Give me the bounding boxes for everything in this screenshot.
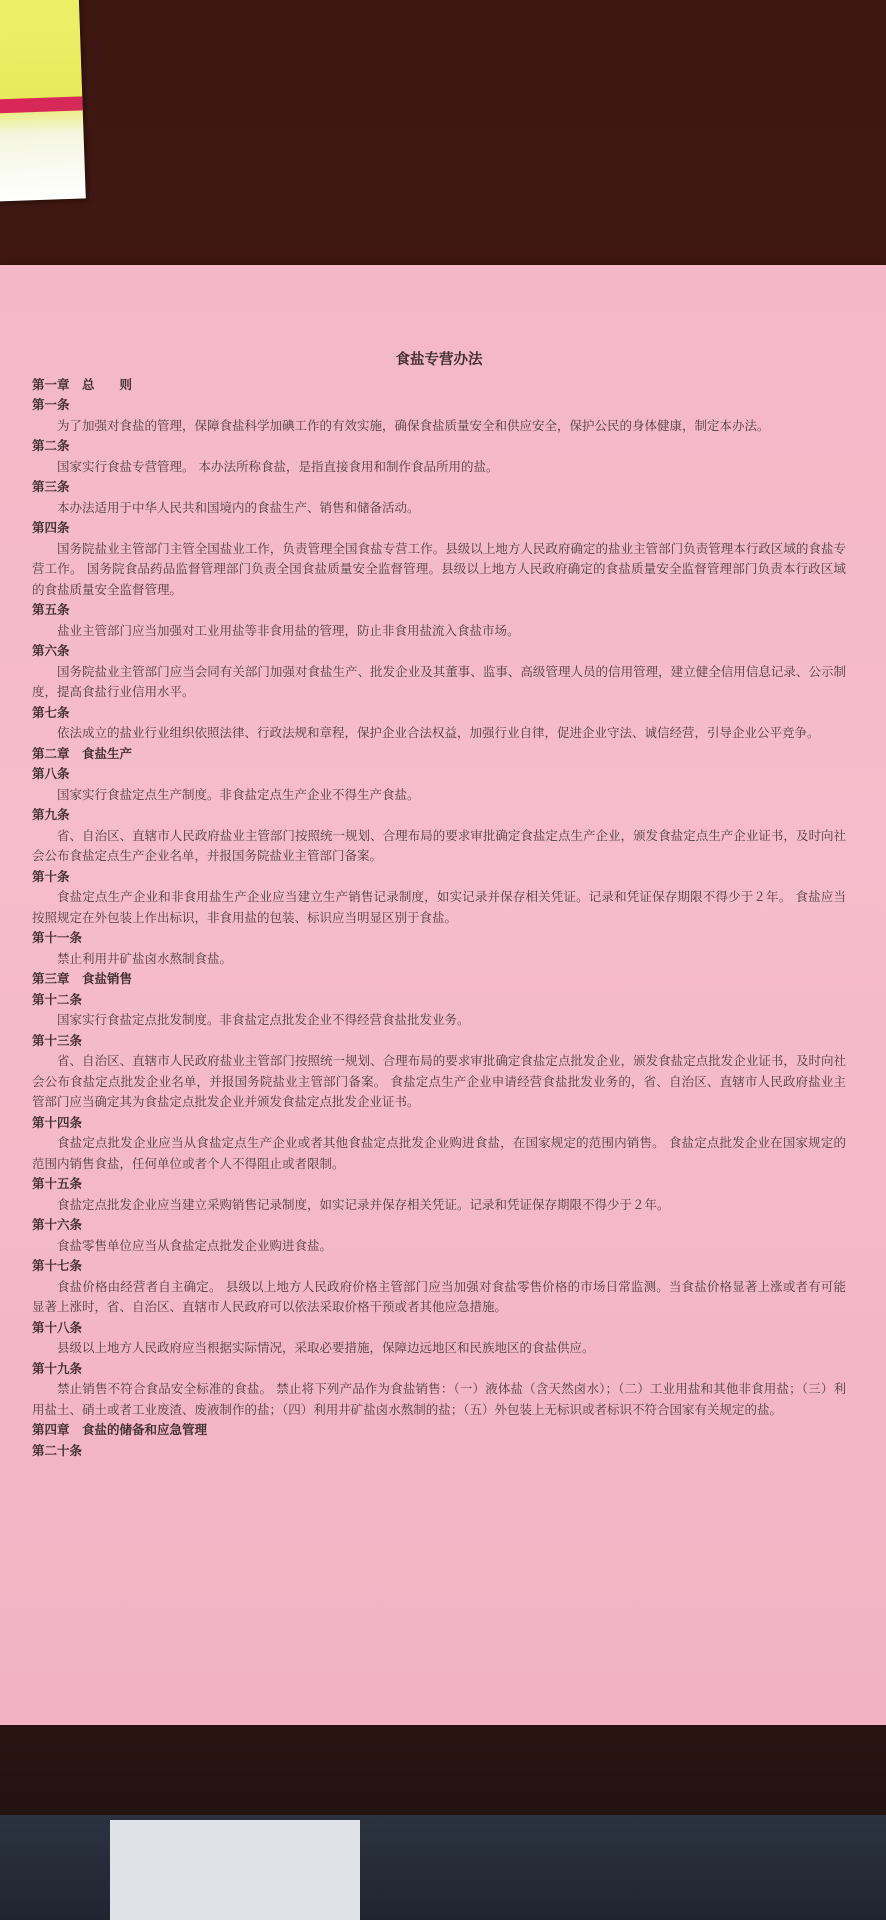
article-heading: 第十三条 <box>32 1032 83 1048</box>
paragraph: 依法成立的盐业行业组织依照法律、行政法规和章程，保护企业合法权益，加强行业自律，促进企业守法、诚信经营，引导企业公平竞争。 <box>57 725 820 740</box>
paragraph: 食盐价格由经营者自主确定。 县级以上地方人民政府价格主管部门应当加强对食盐零售价格的市场日常监测。当食盐价格显著上涨或者有可能显著上涨时，省、自治区、直辖市人民政府可以依法采取价格干预或者其他应急措施。 <box>32 1278 846 1314</box>
paragraph: 国家实行食盐专营管理。 本办法所称食盐，是指直接食用和制作食品所用的盐。 <box>57 458 499 474</box>
paragraph: 省、自治区、直辖市人民政府盐业主管部门按照统一规划、合理布局的要求审批确定食盐定点生产企业，颁发食盐定点生产企业证书，及时向社会公布食盐定点生产企业名单，并报国务院盐业主管部门备案。 <box>32 827 846 863</box>
article-heading: 第四条 <box>32 520 70 535</box>
article-heading: 第八条 <box>32 766 70 781</box>
article-heading: 第十七条 <box>32 1258 83 1273</box>
paragraph: 食盐定点批发企业应当建立采购销售记录制度，如实记录并保存相关凭证。记录和凭证保存期限不得少于２年。 <box>57 1196 670 1212</box>
article-heading: 第十一条 <box>32 930 83 945</box>
paragraph: 县级以上地方人民政府应当根据实际情况，采取必要措施，保障边远地区和民族地区的食盐供应。 <box>57 1340 595 1355</box>
paragraph: 禁止销售不符合食品安全标准的食盐。 禁止将下列产品作为食盐销售：（一）液体盐（含天然卤水）；（二）工业用盐和其他非食用盐；（三）利用盐土、硝土或者工业废渣、废液制作的盐；（四）利用井矿盐卤水熬制的盐；（五）外包装上无标识或者标识不符合国家有关规定的盐。 <box>32 1381 846 1417</box>
article-heading: 第十四条 <box>32 1114 83 1130</box>
paragraph: 盐业主管部门应当加强对工业用盐等非食用盐的管理，防止非食用盐流入食盐市场。 <box>57 622 520 638</box>
article-heading: 第七条 <box>32 704 70 720</box>
document-sheet <box>0 265 886 1725</box>
article-heading: 第十条 <box>32 868 70 884</box>
yellow-product-label <box>0 0 86 202</box>
paragraph: 食盐定点批发企业应当从食盐定点生产企业或者其他食盐定点批发企业购进食盐，在国家规定的范围内销售。 食盐定点批发企业在国家规定的范围内销售食盐，任何单位或者个人不得阻止或者限制。 <box>32 1135 846 1171</box>
document-title: 食盐专营办法 <box>395 351 483 368</box>
article-heading: 第十五条 <box>32 1176 83 1191</box>
chapter-heading: 第二章 食盐生产 <box>32 745 133 761</box>
paragraph: 国务院盐业主管部门应当会同有关部门加强对食盐生产、批发企业及其董事、监事、高级管理人员的信用管理，建立健全信用信息记录、公示制度，提高食盐行业信用水平。 <box>32 663 846 699</box>
article-heading: 第十九条 <box>32 1360 83 1376</box>
article-heading: 第二条 <box>32 438 70 453</box>
paragraph: 食盐定点生产企业和非食用盐生产企业应当建立生产销售记录制度，如实记录并保存相关凭证。记录和凭证保存期限不得少于２年。 食盐应当按照规定在外包装上作出标识，非食用盐的包装、标识应当明显区别于食盐。 <box>32 889 846 925</box>
article-heading: 第二十条 <box>32 1442 83 1458</box>
paragraph: 国家实行食盐定点生产制度。非食盐定点生产企业不得生产食盐。 <box>57 786 420 802</box>
paragraph: 为了加强对食盐的管理，保障食盐科学加碘工作的有效实施，确保食盐质量安全和供应安全，保护公民的身体健康，制定本办法。 <box>57 417 770 433</box>
article-heading: 第十二条 <box>32 991 83 1007</box>
paragraph: 国家实行食盐定点批发制度。非食盐定点批发企业不得经营食盐批发业务。 <box>57 1012 470 1027</box>
paragraph: 禁止利用井矿盐卤水熬制食盐。 <box>57 950 233 966</box>
chapter-heading: 第四章 食盐的储备和应急管理 <box>32 1422 208 1437</box>
article-heading: 第六条 <box>32 643 70 658</box>
chapter-heading: 第三章 食盐销售 <box>32 971 133 986</box>
document-content <box>32 375 846 1462</box>
label-stripe <box>0 96 83 113</box>
article-heading: 第一条 <box>32 397 70 412</box>
paragraph: 本办法适用于中华人民共和国境内的食盐生产、销售和储备活动。 <box>57 499 420 515</box>
article-heading: 第五条 <box>32 602 70 617</box>
paragraph: 国务院盐业主管部门主管全国盐业工作，负责管理全国食盐专营工作。县级以上地方人民政府确定的盐业主管部门负责管理本行政区域的食盐专营工作。 国务院食品药品监督管理部门负责全国食盐质量安全监督管理。县级以上地方人民政府确定的食盐质量安全监督管理部门负责本行政区域的食盐质量安全监督管理。 <box>32 540 846 597</box>
paragraph: 省、自治区、直辖市人民政府盐业主管部门按照统一规划、合理布局的要求审批确定食盐定点批发企业，颁发食盐定点批发企业证书，及时向社会公布食盐定点批发企业名单，并报国务院盐业主管部门备案。 食盐定点生产企业申请经营食盐批发业务的，省、自治区、直辖市人民政府盐业主管部门应当确定其为食盐定点批发企业并颁发食盐定点批发企业证书。 <box>32 1053 846 1109</box>
article-heading: 第十八条 <box>32 1319 83 1335</box>
paragraph: 食盐零售单位应当从食盐定点批发企业购进食盐。 <box>57 1237 333 1253</box>
article-heading: 第十六条 <box>32 1217 83 1232</box>
article-heading: 第九条 <box>32 807 70 822</box>
background-light-patch <box>110 1820 360 1920</box>
document-body <box>32 350 846 1461</box>
chapter-heading: 第一章 总 则 <box>32 376 133 392</box>
article-heading: 第三条 <box>32 479 70 494</box>
